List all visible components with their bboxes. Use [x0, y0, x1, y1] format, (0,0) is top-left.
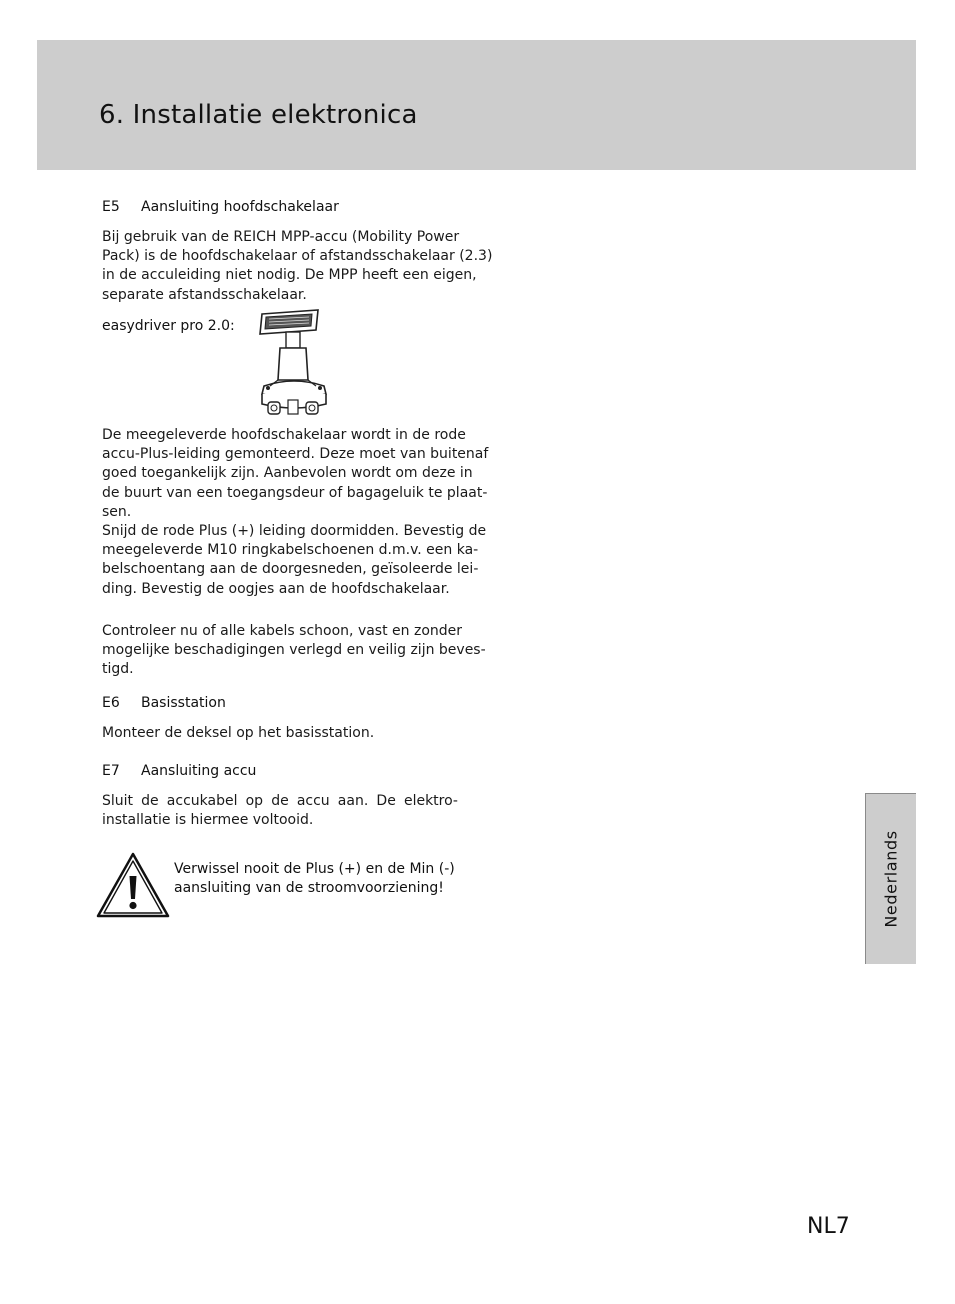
text-line: Monteer de deksel op het basisstation.: [102, 725, 375, 741]
text-line: Controleer nu of alle kabels schoon, vast en zonder: [102, 623, 463, 639]
main-switch-illustration: [254, 308, 334, 420]
language-side-tab: [865, 793, 916, 964]
section-title: Basisstation: [141, 695, 226, 711]
header-band: [37, 40, 916, 170]
language-label: Nederlands: [881, 830, 901, 928]
warning-line: Verwissel nooit de Plus (+) en de Min (-): [174, 861, 455, 877]
text-line: tigd.: [102, 661, 134, 678]
text-line: accu-Plus-leiding gemonteerd. Deze moet van buitenaf: [102, 446, 489, 463]
section-number: E6: [102, 695, 120, 711]
text-line: in de acculeiding niet nodig. De MPP heeft een eigen,: [102, 267, 477, 284]
warning-message: [174, 860, 464, 898]
section-heading-e7: [102, 763, 256, 779]
paragraph-battery-connect: [102, 792, 458, 830]
paragraph-cable-check: [102, 622, 486, 680]
text-line: separate afstandsschakelaar.: [102, 286, 307, 303]
paragraph-mounting: [102, 426, 489, 599]
text-line: de buurt van een toegangsdeur of bagageluik te plaat-: [102, 484, 488, 501]
text-line: goed toegankelijk zijn. Aanbevolen wordt om deze in: [102, 465, 473, 482]
page-number: NL7: [807, 1214, 850, 1239]
paragraph-base-station: [102, 724, 458, 743]
section-title: Aansluiting hoofdschakelaar: [141, 199, 339, 215]
device-label: easydriver pro 2.0:: [102, 318, 235, 334]
text-line: installatie is hiermee voltooid.: [102, 812, 314, 829]
page-title: 6. Installatie elektronica: [99, 100, 418, 130]
paragraph-mpp-note: [102, 228, 493, 305]
section-title: Aansluiting accu: [141, 763, 257, 779]
section-number: E7: [102, 763, 120, 779]
text-line: meegeleverde M10 ringkabelschoenen d.m.v. een ka-: [102, 542, 479, 559]
text-line: sen.: [102, 503, 132, 520]
text-line: Sluit de accukabel op de accu aan. De elektro-: [102, 793, 458, 809]
section-heading-e6: [102, 695, 226, 711]
section-number: E5: [102, 199, 120, 215]
text-line: Snijd de rode Plus (+) leiding doormidden. Bevestig de: [102, 523, 487, 540]
text-line: De meegeleverde hoofdschakelaar wordt in de rode: [102, 427, 466, 443]
text-line: Bij gebruik van de REICH MPP-accu (Mobility Power: [102, 229, 460, 245]
section-heading-e5: [102, 199, 339, 215]
text-line: Pack) is de hoofdschakelaar of afstandsschakelaar (2.3): [102, 248, 493, 265]
text-line: belschoentang aan de doorgesneden, geïsoleerde lei-: [102, 561, 479, 578]
warning-triangle-icon: [96, 852, 170, 918]
warning-line: aansluiting van de stroomvoorziening!: [174, 880, 444, 897]
text-line: mogelijke beschadigingen verlegd en veilig zijn beves-: [102, 642, 486, 659]
text-line: ding. Bevestig de oogjes aan de hoofdschakelaar.: [102, 580, 450, 597]
